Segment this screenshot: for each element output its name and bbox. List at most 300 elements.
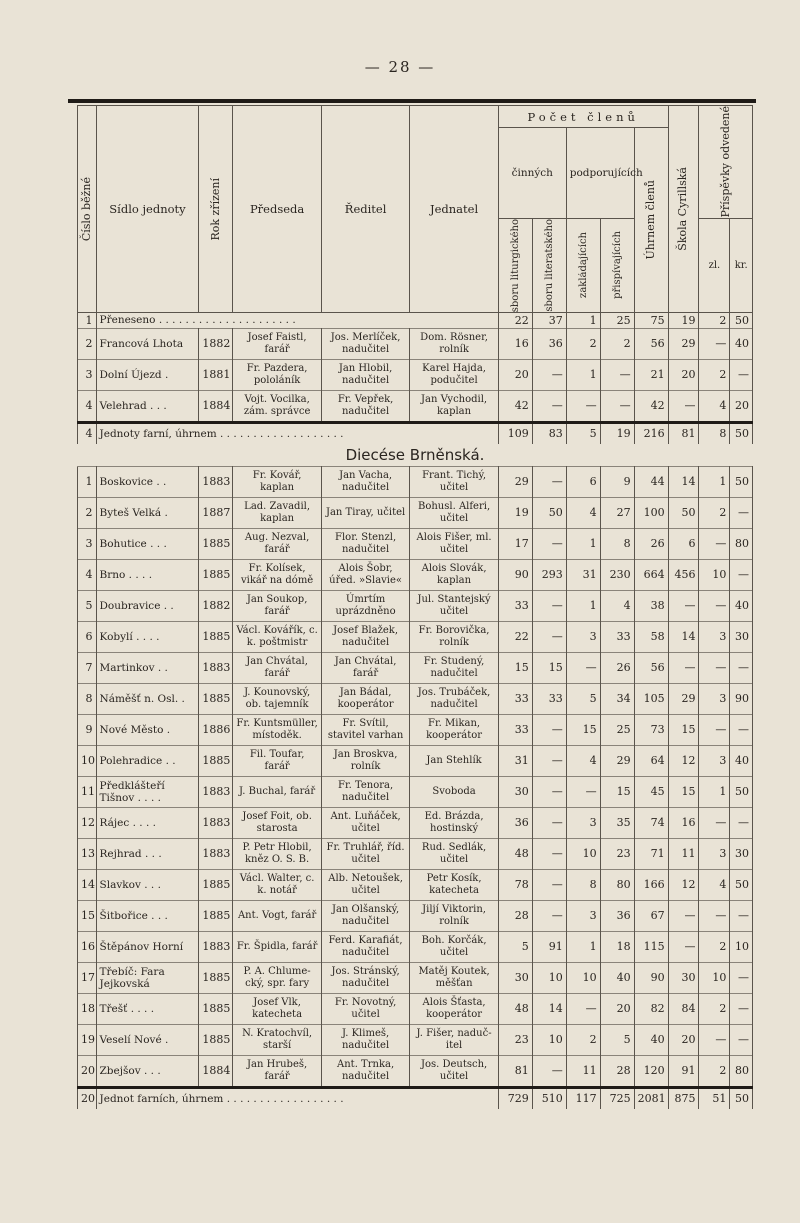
cell-founding: 3 [566, 900, 600, 931]
top-rule [68, 99, 756, 103]
cell-total-members: 21 [634, 359, 668, 390]
col-contributions-header: Příspěvky odvedené [699, 106, 753, 219]
cell-cyril-school: — [668, 931, 699, 962]
cell-literary: 36 [532, 328, 566, 359]
cell-contributing: 26 [600, 652, 634, 683]
cell-literary: 14 [532, 993, 566, 1024]
cell-secretary: Ed. Brázda, hostinský [410, 807, 498, 838]
cell-literary: — [532, 466, 566, 497]
cell-seat: Rejhrad . . . [96, 838, 199, 869]
cell-year: 1881 [199, 359, 233, 390]
cell-secretary: Svoboda [410, 776, 498, 807]
cell-year: 1885 [199, 621, 233, 652]
cell-director: Fr. Truhlář, říd. učitel [321, 838, 409, 869]
cell-founding: 2 [566, 1024, 600, 1055]
cell-liturgical: 109 [498, 422, 532, 444]
cell-label: Jednoty farní, úhrnem . . . . . . . . . . . . . . . . . . . [96, 422, 498, 444]
table-row [78, 683, 753, 714]
cell-contributing: 18 [600, 931, 634, 962]
cell-contrib-kr: 10 [730, 931, 753, 962]
cell-seat: Byteš Velká . [96, 497, 199, 528]
cell-chairman: Vojt. Vocilka, zám. správce [233, 390, 321, 422]
cell-contrib-zl: 2 [699, 931, 730, 962]
cell-founding: 6 [566, 466, 600, 497]
cell-contrib-zl: 2 [699, 359, 730, 390]
cell-liturgical: 30 [498, 962, 532, 993]
section-heading-row [78, 444, 753, 467]
cell-literary: 50 [532, 497, 566, 528]
cell-total-members: 67 [634, 900, 668, 931]
cell-contrib-kr: — [730, 714, 753, 745]
cell-total-members: 100 [634, 497, 668, 528]
cell-contributing: 9 [600, 466, 634, 497]
cell-seat: Třešť . . . . [96, 993, 199, 1024]
cell-total-members: 38 [634, 590, 668, 621]
cell-contributing: 15 [600, 776, 634, 807]
cell-cyril-school: 456 [668, 559, 699, 590]
cell-contrib-kr: 40 [730, 745, 753, 776]
cell-cyril-school: 6 [668, 528, 699, 559]
cell-liturgical: 22 [498, 312, 532, 328]
cell-founding: 31 [566, 559, 600, 590]
cell-secretary: Jul. Stantejský učitel [410, 590, 498, 621]
cell-year: 1885 [199, 962, 233, 993]
cell-contrib-zl: 4 [699, 869, 730, 900]
cell-total-members: 74 [634, 807, 668, 838]
table-header [78, 106, 753, 313]
cell-number: 9 [78, 714, 97, 745]
members-group-header: Počet členů [498, 106, 668, 128]
cell-contrib-zl: — [699, 807, 730, 838]
cell-director: Úmrtím uprázdněno [321, 590, 409, 621]
cell-liturgical: 23 [498, 1024, 532, 1055]
cell-year: 1882 [199, 590, 233, 621]
cell-literary: — [532, 1055, 566, 1087]
cell-contrib-zl: 10 [699, 559, 730, 590]
cell-contrib-kr: 30 [730, 838, 753, 869]
cell-literary: — [532, 528, 566, 559]
cell-director: Jan Bádal, kooperátor [321, 683, 409, 714]
cell-cyril-school: 875 [668, 1087, 699, 1109]
cell-number: 11 [78, 776, 97, 807]
cell-contrib-kr: 80 [730, 528, 753, 559]
cell-cyril-school: — [668, 590, 699, 621]
cell-contrib-zl: 2 [699, 497, 730, 528]
section1-total-row [78, 422, 753, 444]
table-row [78, 466, 753, 497]
table-row [78, 714, 753, 745]
cell-contributing: 5 [600, 1024, 634, 1055]
cell-number: 20 [78, 1055, 97, 1087]
active-header: činných [498, 128, 566, 219]
cell-contrib-zl: — [699, 528, 730, 559]
cell-contrib-kr: 30 [730, 621, 753, 652]
cell-seat: Doubravice . . [96, 590, 199, 621]
cell-chairman: Josef Foit, ob. starosta [233, 807, 321, 838]
table-row [78, 776, 753, 807]
cell-chairman: J. Kounovský, ob. tajemník [233, 683, 321, 714]
cell-total-members: 664 [634, 559, 668, 590]
cell-year: 1885 [199, 1024, 233, 1055]
cell-seat: Kobylí . . . . [96, 621, 199, 652]
cell-total-members: 75 [634, 312, 668, 328]
cell-contrib-kr: — [730, 900, 753, 931]
cell-chairman: Josef Faistl, farář [233, 328, 321, 359]
cell-cyril-school: — [668, 652, 699, 683]
cell-liturgical: 33 [498, 683, 532, 714]
cell-chairman: Ant. Vogt, farář [233, 900, 321, 931]
cell-cyril-school: — [668, 900, 699, 931]
cell-number: 5 [78, 590, 97, 621]
cell-contrib-kr: 50 [730, 466, 753, 497]
col-liturgical-header: sboru liturgického [498, 218, 532, 312]
cell-year: 1885 [199, 993, 233, 1024]
cell-director: Jos. Merlíček, nadučitel [321, 328, 409, 359]
cell-literary: 37 [532, 312, 566, 328]
cell-director: Alb. Netoušek, učitel [321, 869, 409, 900]
cell-literary: 15 [532, 652, 566, 683]
cell-contrib-kr: — [730, 559, 753, 590]
cell-chairman: Fr. Kuntsmüller, místoděk. [233, 714, 321, 745]
cell-contrib-zl: 3 [699, 621, 730, 652]
col-zl-header: zl. [699, 218, 730, 312]
table-row [78, 621, 753, 652]
cell-seat: Zbejšov . . . [96, 1055, 199, 1087]
cell-literary: — [532, 838, 566, 869]
cell-cyril-school: 29 [668, 683, 699, 714]
cell-contributing: 33 [600, 621, 634, 652]
table-body [78, 312, 753, 1109]
col-literary-header: sboru literatského [532, 218, 566, 312]
cell-secretary: J. Fišer, nadučitel [410, 1024, 498, 1055]
cell-cyril-school: 84 [668, 993, 699, 1024]
cell-secretary: Fr. Borovička, rolník [410, 621, 498, 652]
cell-contributing: 40 [600, 962, 634, 993]
table-row [78, 590, 753, 621]
cell-year: 1884 [199, 1055, 233, 1087]
cell-secretary: Fr. Mikan, kooperátor [410, 714, 498, 745]
cell-liturgical: 20 [498, 359, 532, 390]
cell-chairman: Fr. Pazdera, pololáník [233, 359, 321, 390]
cell-founding: 1 [566, 931, 600, 962]
cell-year: 1885 [199, 869, 233, 900]
col-contributing-header: přispívajících [600, 218, 634, 312]
table-row [78, 931, 753, 962]
cell-secretary: Alois Slovák, kaplan [410, 559, 498, 590]
cell-contrib-kr: 90 [730, 683, 753, 714]
cell-seat: Polehradice . . [96, 745, 199, 776]
cell-total-members: 105 [634, 683, 668, 714]
cell-contrib-zl: 3 [699, 745, 730, 776]
cell-director: Ant. Luňáček, učitel [321, 807, 409, 838]
cell-year: 1883 [199, 838, 233, 869]
cell-contributing: 2 [600, 328, 634, 359]
cell-director: Jan Tiray, učitel [321, 497, 409, 528]
cell-founding: 117 [566, 1087, 600, 1109]
cell-founding: 8 [566, 869, 600, 900]
cell-literary: 510 [532, 1087, 566, 1109]
cell-director: Alois Šobr, úřed. »Slavie« [321, 559, 409, 590]
cell-director: Josef Blažek, nadučitel [321, 621, 409, 652]
cell-year: 1883 [199, 807, 233, 838]
cell-number: 16 [78, 931, 97, 962]
cell-label: Jednot farních, úhrnem . . . . . . . . . . . . . . . . . . [96, 1087, 498, 1109]
cell-cyril-school: 29 [668, 328, 699, 359]
cell-chairman: Jan Hrubeš, farář [233, 1055, 321, 1087]
cell-number: 7 [78, 652, 97, 683]
cell-cyril-school: 19 [668, 312, 699, 328]
cell-contrib-zl: — [699, 652, 730, 683]
membership-table [77, 105, 753, 1109]
cell-chairman: Václ. Walter, c. k. notář [233, 869, 321, 900]
cell-literary: — [532, 590, 566, 621]
cell-literary: 91 [532, 931, 566, 962]
cell-liturgical: 81 [498, 1055, 532, 1087]
cell-chairman: Josef Vlk, katecheta [233, 993, 321, 1024]
cell-year: 1886 [199, 714, 233, 745]
cell-seat: Šitbořice . . . [96, 900, 199, 931]
cell-contrib-zl: 1 [699, 466, 730, 497]
table-row [78, 652, 753, 683]
cell-director: Jos. Stránský, nadučitel [321, 962, 409, 993]
cell-year: 1885 [199, 745, 233, 776]
cell-director: Jan Vacha, nadučitel [321, 466, 409, 497]
cell-contributing: 725 [600, 1087, 634, 1109]
cell-chairman: P. A. Chlumecký, spr. fary [233, 962, 321, 993]
cell-total-members: 64 [634, 745, 668, 776]
cell-number: 20 [78, 1087, 97, 1109]
cell-secretary: Jan Stehlík [410, 745, 498, 776]
cell-secretary: Petr Kosík, katecheta [410, 869, 498, 900]
cell-founding: 15 [566, 714, 600, 745]
cell-number: 15 [78, 900, 97, 931]
cell-director: Fr. Vepřek, nadučitel [321, 390, 409, 422]
table-row [78, 390, 753, 422]
cell-founding: 11 [566, 1055, 600, 1087]
cell-chairman: Václ. Kovářík, c. k. poštmistr [233, 621, 321, 652]
cell-contributing: 28 [600, 1055, 634, 1087]
cell-director: Ferd. Karafiát, nadučitel [321, 931, 409, 962]
cell-founding: 2 [566, 328, 600, 359]
cell-year: 1885 [199, 559, 233, 590]
cell-contrib-zl: 2 [699, 993, 730, 1024]
cell-seat: Velehrad . . . [96, 390, 199, 422]
cell-year: 1885 [199, 683, 233, 714]
cell-contributing: — [600, 359, 634, 390]
cell-number: 1 [78, 466, 97, 497]
cell-liturgical: 31 [498, 745, 532, 776]
cell-seat: Martinkov . . [96, 652, 199, 683]
col-kr-header: kr. [730, 218, 753, 312]
cell-contrib-zl: — [699, 714, 730, 745]
cell-seat: Dolní Újezd . [96, 359, 199, 390]
cell-secretary: Jiljí Viktorin, rolník [410, 900, 498, 931]
cell-chairman: Lad. Zavadil, kaplan [233, 497, 321, 528]
cell-contrib-kr: 50 [730, 312, 753, 328]
cell-secretary: Matěj Koutek, měšťan [410, 962, 498, 993]
cell-contributing: 34 [600, 683, 634, 714]
cell-cyril-school: 15 [668, 776, 699, 807]
cell-contrib-zl: 1 [699, 776, 730, 807]
cell-year: 1885 [199, 900, 233, 931]
cell-number: 2 [78, 497, 97, 528]
cell-cyril-school: 30 [668, 962, 699, 993]
cell-founding: — [566, 993, 600, 1024]
cell-year: 1883 [199, 776, 233, 807]
cell-seat: Třebíč: Fara Jejkovská [96, 962, 199, 993]
cell-director: Fr. Tenora, nadučitel [321, 776, 409, 807]
cell-contributing: 35 [600, 807, 634, 838]
cell-literary: — [532, 390, 566, 422]
cell-liturgical: 30 [498, 776, 532, 807]
cell-chairman: N. Kratochvíl, starší [233, 1024, 321, 1055]
cell-founding: 10 [566, 962, 600, 993]
page-number: — 28 — [364, 58, 436, 76]
cell-seat: Veselí Nové . [96, 1024, 199, 1055]
cell-contributing: — [600, 390, 634, 422]
cell-literary: — [532, 807, 566, 838]
cell-founding: 3 [566, 807, 600, 838]
cell-literary: — [532, 900, 566, 931]
cell-contrib-kr: 40 [730, 328, 753, 359]
cell-chairman: P. Petr Hlobil, kněz O. S. B. [233, 838, 321, 869]
cell-liturgical: 5 [498, 931, 532, 962]
table-row [78, 359, 753, 390]
table-row [78, 497, 753, 528]
cell-contrib-kr: — [730, 497, 753, 528]
cell-seat: Slavkov . . . [96, 869, 199, 900]
cell-literary: — [532, 621, 566, 652]
cell-liturgical: 729 [498, 1087, 532, 1109]
col-total-members-header: Úhrnem členů [634, 128, 668, 313]
cell-cyril-school: 14 [668, 621, 699, 652]
section2-total-row [78, 1087, 753, 1109]
table-row [78, 838, 753, 869]
cell-year: 1883 [199, 652, 233, 683]
cell-literary: 293 [532, 559, 566, 590]
cell-number: 17 [78, 962, 97, 993]
cell-total-members: 115 [634, 931, 668, 962]
cell-number: 12 [78, 807, 97, 838]
cell-secretary: Jan Vychodil, kaplan [410, 390, 498, 422]
cell-contrib-kr: — [730, 962, 753, 993]
cell-founding: 10 [566, 838, 600, 869]
cell-number: 4 [78, 390, 97, 422]
cell-total-members: 82 [634, 993, 668, 1024]
cell-chairman: Jan Soukop, farář [233, 590, 321, 621]
cell-contrib-kr: 80 [730, 1055, 753, 1087]
cell-contributing: 36 [600, 900, 634, 931]
cell-contributing: 25 [600, 312, 634, 328]
section-title: Diecése Brněnská. [345, 445, 485, 464]
cell-director: Jan Chvátal, farář [321, 652, 409, 683]
col-founding-header: zakládajících [566, 218, 600, 312]
cell-secretary: Karel Hajda, podučitel [410, 359, 498, 390]
cell-number: 18 [78, 993, 97, 1024]
cell-contrib-kr: — [730, 807, 753, 838]
col-director-header: Ředitel [321, 106, 409, 313]
cell-liturgical: 17 [498, 528, 532, 559]
cell-seat: Boskovice . . [96, 466, 199, 497]
cell-contributing: 4 [600, 590, 634, 621]
cell-founding: 1 [566, 312, 600, 328]
cell-seat: Náměšť n. Osl. . [96, 683, 199, 714]
cell-number: 8 [78, 683, 97, 714]
cell-seat: Štěpánov Horní [96, 931, 199, 962]
cell-contrib-kr: 50 [730, 422, 753, 444]
cell-contrib-kr: — [730, 1024, 753, 1055]
cell-contrib-kr: 50 [730, 1087, 753, 1109]
cell-founding: 4 [566, 497, 600, 528]
cell-number: 4 [78, 559, 97, 590]
cell-contrib-zl: — [699, 900, 730, 931]
table-row [78, 993, 753, 1024]
cell-contributing: 29 [600, 745, 634, 776]
cell-contrib-kr: 20 [730, 390, 753, 422]
table-row [78, 807, 753, 838]
cell-cyril-school: — [668, 390, 699, 422]
cell-total-members: 166 [634, 869, 668, 900]
cell-contrib-kr: — [730, 652, 753, 683]
cell-liturgical: 36 [498, 807, 532, 838]
cell-founding: — [566, 652, 600, 683]
cell-director: Flor. Stenzl, nadučitel [321, 528, 409, 559]
cell-contributing: 20 [600, 993, 634, 1024]
cell-contrib-zl: 2 [699, 312, 730, 328]
cell-secretary: Alois Fišer, ml. učitel [410, 528, 498, 559]
cell-chairman: J. Buchal, farář [233, 776, 321, 807]
cell-literary: 33 [532, 683, 566, 714]
cell-contributing: 80 [600, 869, 634, 900]
cell-contrib-zl: 3 [699, 838, 730, 869]
cell-contrib-zl: — [699, 328, 730, 359]
cell-contrib-kr: — [730, 359, 753, 390]
table-row [78, 528, 753, 559]
cell-contributing: 25 [600, 714, 634, 745]
cell-contrib-zl: 51 [699, 1087, 730, 1109]
cell-number: 14 [78, 869, 97, 900]
col-seat-header: Sídlo jednoty [96, 106, 199, 313]
cell-secretary: Dom. Rösner, rolník [410, 328, 498, 359]
cell-year: 1887 [199, 497, 233, 528]
cell-founding: — [566, 776, 600, 807]
table-row [78, 328, 753, 359]
cell-seat: Francová Lhota [96, 328, 199, 359]
cell-liturgical: 42 [498, 390, 532, 422]
cell-number: 4 [78, 422, 97, 444]
cell-total-members: 45 [634, 776, 668, 807]
cell-chairman: Fr. Kolísek, vikář na dómě [233, 559, 321, 590]
cell-founding: 1 [566, 359, 600, 390]
cell-secretary: Jos. Deutsch, učitel [410, 1055, 498, 1087]
cell-total-members: 2081 [634, 1087, 668, 1109]
cell-liturgical: 28 [498, 900, 532, 931]
cell-total-members: 40 [634, 1024, 668, 1055]
cell-literary: — [532, 869, 566, 900]
cell-founding: 4 [566, 745, 600, 776]
cell-number: 13 [78, 838, 97, 869]
cell-total-members: 90 [634, 962, 668, 993]
col-secretary-header: Jednatel [410, 106, 498, 313]
cell-contributing: 8 [600, 528, 634, 559]
cell-secretary: Frant. Tichý, učitel [410, 466, 498, 497]
cell-cyril-school: 14 [668, 466, 699, 497]
cell-director: Ant. Trnka, nadučitel [321, 1055, 409, 1087]
cell-founding: — [566, 390, 600, 422]
cell-contrib-zl: 4 [699, 390, 730, 422]
cell-cyril-school: 12 [668, 745, 699, 776]
col-number-header: Číslo běžné [78, 106, 97, 313]
